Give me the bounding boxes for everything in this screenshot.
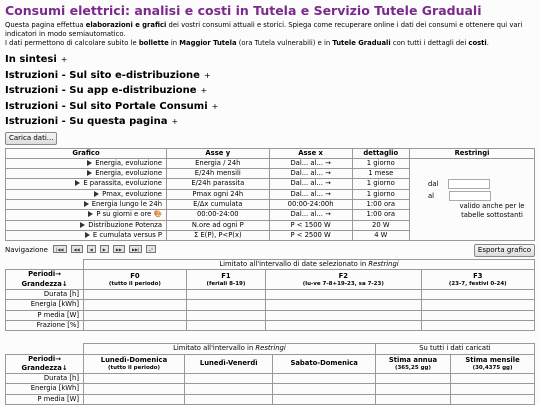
col-stima-annua: Stima annua (365,25 gg) (375, 354, 450, 374)
table-row (6, 300, 535, 310)
asse-y-cell: N.ore ad ogni P (167, 220, 270, 230)
dettaglio-cell: 1:00 ora (352, 210, 409, 220)
value-cell (266, 300, 421, 310)
col-stima-mensile: Stima mensile (30,4375 gg) (451, 354, 535, 374)
dal-date-input[interactable] (448, 179, 490, 189)
value-cell (186, 290, 265, 300)
col-f2: F2 (lu-ve 7-8+19-23, sa 7-23) (266, 270, 421, 290)
value-cell (84, 384, 185, 394)
row-label: Frazione [%] (6, 320, 84, 330)
col-header-grafico: Grafico (6, 148, 167, 158)
table-row (6, 320, 535, 330)
row-label: Durata [h] (6, 374, 84, 384)
value-cell (186, 320, 265, 330)
value-cell (84, 374, 185, 384)
row-label: P media [W] (6, 394, 84, 404)
value-cell (421, 320, 534, 330)
row-label: Durata [h] (6, 290, 84, 300)
table-row (6, 394, 535, 404)
play-icon[interactable] (88, 211, 93, 217)
col-header-asse-x: Asse x (269, 148, 352, 158)
nav-last-button[interactable]: ▶▶| (129, 245, 143, 253)
play-icon[interactable] (87, 170, 92, 176)
nav-next-button[interactable]: ▶ (100, 245, 109, 253)
dal-label: dal (428, 179, 439, 188)
graph-button[interactable]: Energia, evoluzione (6, 158, 167, 168)
graph-button[interactable]: E cumulata versus P (6, 230, 167, 240)
value-cell (184, 384, 273, 394)
value-cell (273, 374, 375, 384)
row-label: Energia [kWh] (6, 300, 84, 310)
asse-x-cell: Dal... al... → (269, 189, 352, 199)
col-sab-dom: Sabato-Domenica (273, 354, 375, 374)
dettaglio-cell: 1 giorno (352, 189, 409, 199)
value-cell (184, 394, 273, 404)
corner-header: Periodi→ Grandezza↓ (6, 270, 84, 290)
value-cell (451, 384, 535, 394)
value-cell (375, 374, 450, 384)
play-icon[interactable] (85, 232, 90, 238)
value-cell (266, 320, 421, 330)
restringi-note: valido anche per le tabelle sottostanti (459, 202, 525, 219)
value-cell (186, 310, 265, 320)
expand-plus-icon[interactable]: + (211, 101, 219, 111)
table-row (6, 384, 535, 394)
al-date-input[interactable] (449, 191, 491, 201)
asse-y-cell: Σ E(P), P<P(x) (167, 230, 270, 240)
asse-y-cell: Energia / 24h (167, 158, 270, 168)
col-f1: F1 (feriali 8-19) (186, 270, 265, 290)
value-cell (84, 310, 187, 320)
value-cell (421, 300, 534, 310)
col-lun-dom: Lunedì-Domenica (tutto il periodo) (84, 354, 185, 374)
stime-caption: Su tutti i dati caricati (375, 344, 534, 354)
al-label: al (428, 192, 435, 201)
value-cell (273, 394, 375, 404)
col-lun-ven: Lunedì-Venerdì (184, 354, 273, 374)
section-istruzioni-sito-edistribuzione[interactable]: Istruzioni - Sul sito e-distribuzione + (5, 69, 211, 81)
table-row (6, 310, 535, 320)
value-cell (84, 290, 187, 300)
asse-x-cell: Dal... al... → (269, 169, 352, 179)
dettaglio-cell: 1 mese (352, 169, 409, 179)
expand-plus-icon[interactable]: + (60, 55, 68, 64)
giorni-table (5, 343, 535, 405)
dettaglio-cell: 1 giorno (352, 158, 409, 168)
expand-plus-icon[interactable]: + (200, 86, 208, 95)
value-cell (186, 300, 265, 310)
asse-y-cell: 00:00-24:00 (167, 210, 270, 220)
graph-button[interactable]: Pmax, evoluzione (6, 189, 167, 199)
section-sintesi[interactable]: In sintesi + (5, 54, 68, 65)
navigation-bar (5, 244, 535, 257)
asse-y-cell: Pmax ogni 24h (167, 189, 270, 199)
graph-button[interactable]: Distribuzione Potenza (6, 220, 167, 230)
graph-button[interactable]: Energia, evoluzione (6, 169, 167, 179)
fasce-table-caption: Limitato all'intervallo di date selezionato in Restringi (84, 260, 535, 270)
section-istruzioni-app-edistribuzione[interactable]: Istruzioni - Su app e-distribuzione + (5, 85, 208, 96)
value-cell (421, 310, 534, 320)
dettaglio-cell: 4 W (352, 230, 409, 240)
play-icon[interactable] (84, 201, 89, 207)
col-header-restringi: Restringi (410, 148, 535, 158)
asse-x-cell: Dal... al... → (269, 179, 352, 189)
dettaglio-cell: 1 giorno (352, 179, 409, 189)
esporta-grafico-button[interactable]: Esporta grafico (474, 244, 535, 257)
nav-prev-fast-button[interactable]: ◀◀ (71, 245, 83, 253)
value-cell (84, 394, 185, 404)
nav-prev-button[interactable]: ◀ (87, 245, 96, 253)
value-cell (451, 374, 535, 384)
value-cell (421, 290, 534, 300)
play-icon[interactable] (94, 191, 99, 197)
table-row (6, 374, 535, 384)
play-icon[interactable] (80, 222, 85, 228)
col-f0: F0 (tutto il periodo) (84, 270, 187, 290)
nav-first-button[interactable]: |◀◀ (53, 245, 67, 253)
nav-next-fast-button[interactable]: ▶▶ (113, 245, 125, 253)
graph-row (6, 158, 535, 168)
value-cell (84, 320, 187, 330)
navigation-label: Navigazione (5, 246, 48, 255)
dettaglio-cell: 20 W (352, 220, 409, 230)
asse-x-cell: 00:00-24:00h (269, 199, 352, 209)
play-icon[interactable] (87, 160, 92, 166)
value-cell (266, 310, 421, 320)
col-header-dettaglio: dettaglio (352, 148, 409, 158)
col-header-asse-y: Asse y (167, 148, 270, 158)
giorni-table-caption: Limitato all'intervallo in Restringi (84, 344, 376, 354)
play-icon[interactable] (75, 180, 80, 186)
section-istruzioni-questa-pagina[interactable]: Istruzioni - Su questa pagina + (5, 116, 179, 127)
asse-x-cell: Dal... al... → (269, 210, 352, 220)
asse-x-cell: P < 1500 W (269, 220, 352, 230)
nav-zoom-button[interactable]: ⤢ (146, 245, 155, 253)
carica-dati-button[interactable]: Carica dati... (5, 132, 57, 145)
dettaglio-cell: 1:00 ora (352, 199, 409, 209)
value-cell (84, 300, 187, 310)
restringi-panel (410, 158, 535, 240)
fasce-table (5, 259, 535, 331)
expand-plus-icon[interactable]: + (171, 117, 179, 126)
value-cell (375, 384, 450, 394)
asse-y-cell: E/24h mensili (167, 169, 270, 179)
asse-y-cell: E/Δx cumulata (167, 199, 270, 209)
row-label: Energia [kWh] (6, 384, 84, 394)
value-cell (375, 394, 450, 404)
table-row (6, 290, 535, 300)
expand-plus-icon[interactable]: + (203, 70, 211, 80)
page-title: Consumi elettrici: analisi e costi in Tutela e Servizio Tutele Graduali (5, 3, 482, 18)
graph-button[interactable]: Energia lungo le 24h (6, 199, 167, 209)
graph-selection-table (5, 148, 535, 242)
asse-x-cell: Dal... al... → (269, 158, 352, 168)
value-cell (451, 394, 535, 404)
corner-header: Periodi→ Grandezza↓ (6, 354, 84, 374)
value-cell (184, 374, 273, 384)
row-label: P media [W] (6, 310, 84, 320)
graph-button[interactable]: P su giorni e ore 🎨 (6, 210, 167, 220)
intro-text: Questa pagina effettua elaborazioni e grafici dei vostri consumi attuali e storici. Spiega come recuperare online i dati dei consumi e ottenere qui vari indicatori in modo semiautomatico. I dati permettono di calcolare subito le bollette in Maggior Tutela (ora Tutela vulnerabili) e in Tutele Graduali con tutti i dettagli dei costi. (5, 21, 523, 47)
asse-x-cell: P < 2500 W (269, 230, 352, 240)
col-f3: F3 (23-7, festivi 0-24) (421, 270, 534, 290)
value-cell (273, 384, 375, 394)
section-istruzioni-portale-consumi[interactable]: Istruzioni - Sul sito Portale Consumi + (5, 100, 219, 112)
value-cell (266, 290, 421, 300)
graph-button[interactable]: E parassita, evoluzione (6, 179, 167, 189)
asse-y-cell: E/24h parassita (167, 179, 270, 189)
